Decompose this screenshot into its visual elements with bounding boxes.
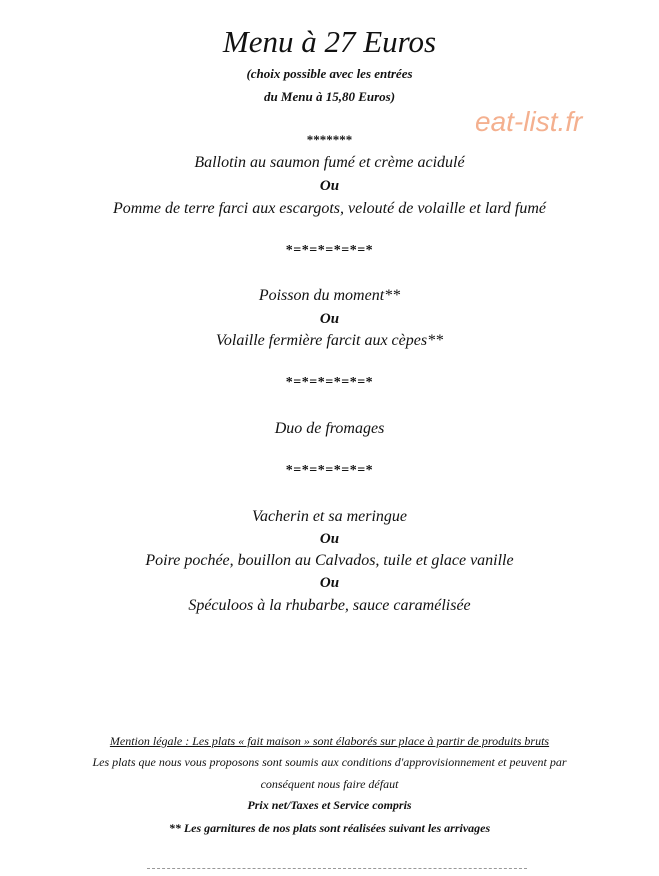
dessert-item-2: Poire pochée, bouillon au Calvados, tuile et glace vanille [145, 552, 514, 569]
menu-subtitle-line1: (choix possible avec les entrées [246, 66, 413, 81]
cheese-item: Duo de fromages [274, 420, 385, 437]
garnish-notice: ** Les garnitures de nos plats sont réalisées suivant les arrivages [168, 821, 491, 835]
or-label: Ou [319, 575, 340, 591]
starter-item-1: Ballotin au saumon fumé et crème acidulé [194, 154, 465, 171]
section-separator: *=*=*=*=*=* [285, 463, 374, 478]
price-notice: Prix net/Taxes et Service compris [247, 798, 412, 812]
footer-divider [147, 868, 527, 869]
or-label: Ou [319, 311, 340, 327]
watermark-logo: eat-list.fr [475, 106, 583, 137]
section-separator: *=*=*=*=*=* [285, 243, 374, 258]
menu-subtitle-line2: du Menu à 15,80 Euros) [263, 89, 396, 104]
main-item-1: Poisson du moment** [258, 287, 401, 304]
stars-separator: ******* [306, 132, 353, 147]
main-item-2: Volaille fermière farcit aux cèpes** [215, 332, 444, 349]
dessert-item-3: Spéculoos à la rhubarbe, sauce caramélisée [188, 597, 471, 614]
or-label: Ou [319, 531, 340, 547]
starter-item-2: Pomme de terre farci aux escargots, velouté de volaille et lard fumé [112, 200, 547, 217]
supply-notice-line1: Les plats que nous vous proposons sont soumis aux conditions d'approvisionnement et peuvent par [92, 755, 567, 769]
menu-title: Menu à 27 Euros [222, 24, 437, 59]
dessert-item-1: Vacherin et sa meringue [251, 508, 408, 525]
or-label: Ou [319, 178, 340, 194]
supply-notice-line2: conséquent nous faire défaut [260, 777, 399, 791]
section-separator: *=*=*=*=*=* [285, 375, 374, 390]
legal-notice: Mention légale : Les plats « fait maison » sont élaborés sur place à partir de produits bruts [109, 734, 550, 748]
